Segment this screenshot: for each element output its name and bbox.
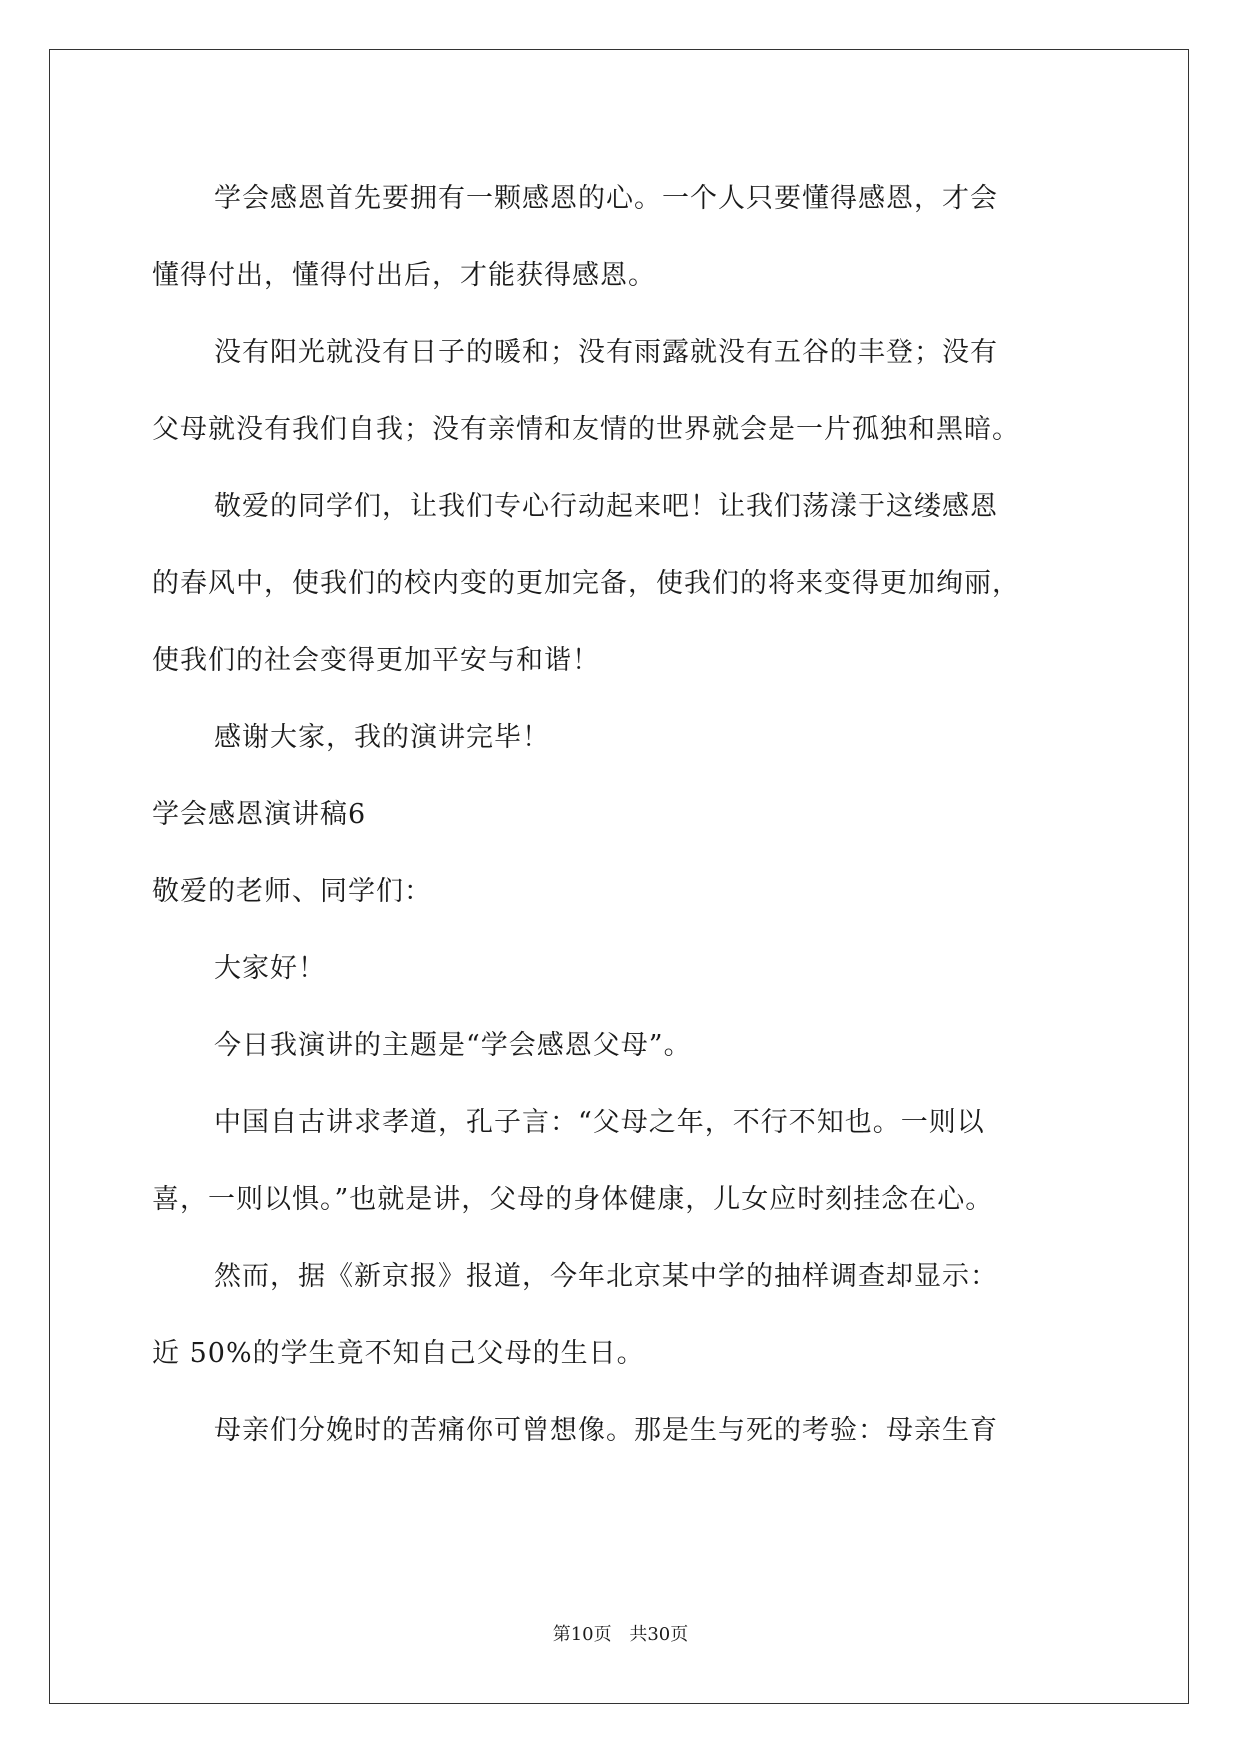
text-line: 没有阳光就没有日子的暖和；没有雨露就没有五谷的丰登；没有 [214,337,998,368]
text-line: 喜，一则以惧。”也就是讲，父母的身体健康，儿女应时刻挂念在心。 [152,1184,994,1215]
page-total: 共30页 [629,1624,689,1645]
section-heading: 学会感恩演讲稿6 [152,799,367,830]
text-line: 父母就没有我们自我；没有亲情和友情的世界就会是一片孤独和黑暗。 [152,414,1020,445]
page-number: 第10页 [552,1624,612,1645]
salutation: 敬爱的老师、同学们： [152,876,432,907]
text-line: 近 50%的学生竟不知自己父母的生日。 [152,1338,645,1369]
text-line: 今日我演讲的主题是“学会感恩父母”。 [214,1030,692,1061]
text-line: 然而，据《新京报》报道，今年北京某中学的抽样调查却显示： [214,1261,998,1292]
text-line: 母亲们分娩时的苦痛你可曾想像。那是生与死的考验：母亲生育 [214,1415,998,1446]
document-body [152,160,1092,1469]
text-line: 敬爱的同学们，让我们专心行动起来吧！让我们荡漾于这缕感恩 [214,491,998,522]
text-line: 中国自古讲求孝道，孔子言：“父母之年，不行不知也。一则以 [214,1107,985,1138]
text-line: 学会感恩首先要拥有一颗感恩的心。一个人只要懂得感恩，才会 [214,183,998,214]
page-footer [0,1620,1241,1646]
text-line: 的春风中，使我们的校内变的更加完备，使我们的将来变得更加绚丽， [152,568,1020,599]
text-line: 懂得付出，懂得付出后，才能获得感恩。 [152,260,656,291]
text-line: 感谢大家，我的演讲完毕！ [214,722,550,753]
text-line: 大家好！ [214,953,326,984]
text-line: 使我们的社会变得更加平安与和谐！ [152,645,600,676]
